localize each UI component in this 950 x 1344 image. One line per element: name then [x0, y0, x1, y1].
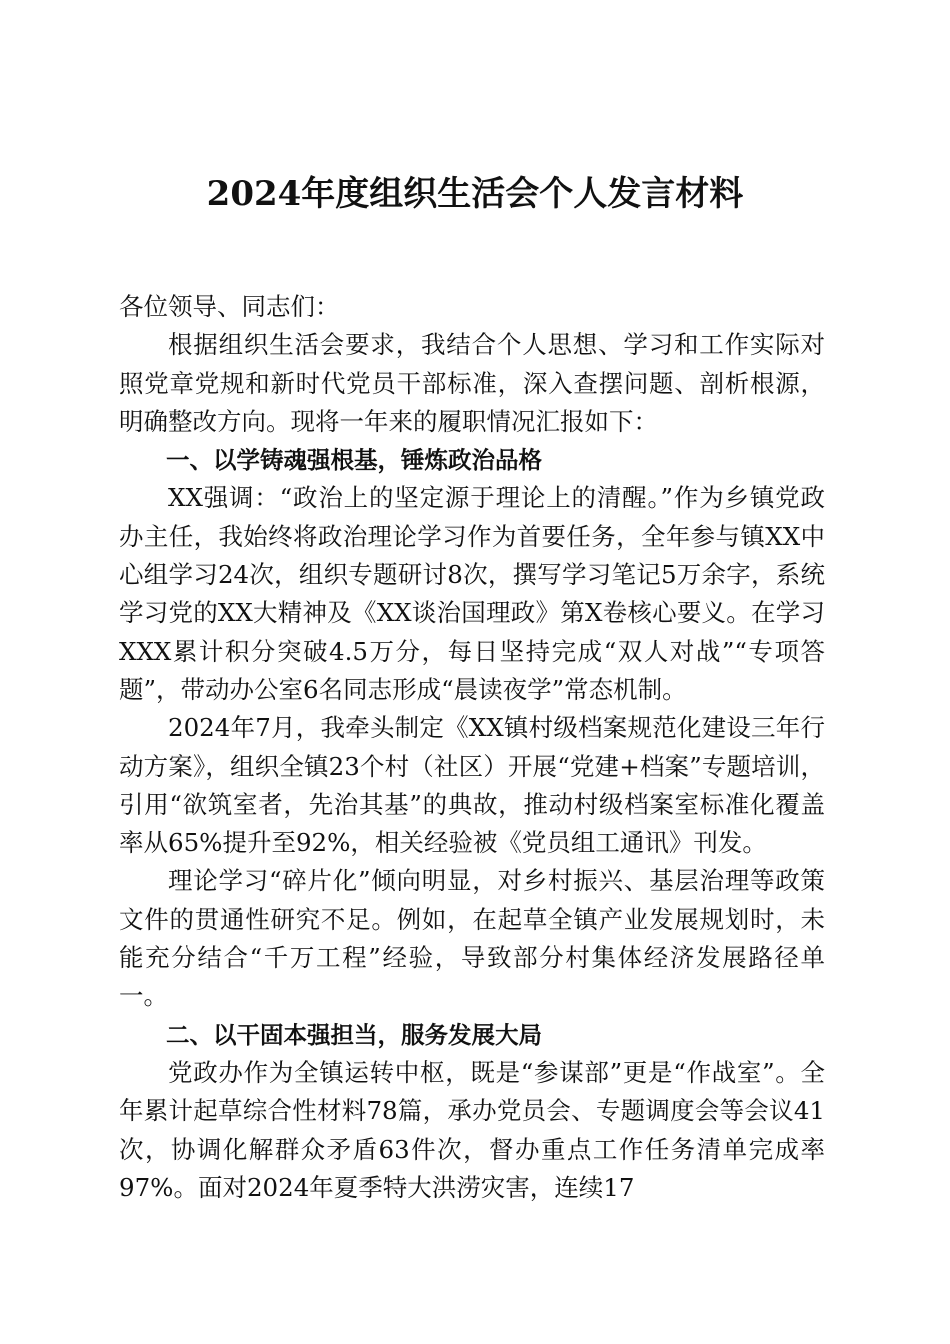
section-heading-1: 一、以学铸魂强根基，锤炼政治品格	[166, 446, 542, 475]
document-title: 2024年度组织生活会个人发言材料	[206, 174, 744, 214]
section-heading-2: 二、以干固本强担当，服务发展大局	[166, 1020, 542, 1049]
paragraph-intro: 根据组织生活会要求，我结合个人思想、学习和工作实际对照党章党规和新时代党员干部标准，深入查摆问题、剖析根源，明确整改方向。现将一年来的履职情况汇报如下：	[119, 330, 825, 436]
paragraph-4: 党政办作为全镇运转中枢，既是“参谋部”更是“作战室”。全年累计起草综合性材料78篇，承办党员会、专题调度会等会议41次，协调化解群众矛盾63件次，督办重点工作任务清单完成率97%。面对2024年夏季特大洪涝灾害，连续17	[119, 1057, 825, 1202]
paragraph-3: 理论学习“碎片化”倾向明显，对乡村振兴、基层治理等政策文件的贯通性研究不足。例如，在起草全镇产业发展规划时，未能充分结合“千万工程”经验，导致部分村集体经济发展路径单一。	[119, 866, 825, 1011]
salutation: 各位领导、同志们：	[119, 292, 340, 321]
paragraph-1: XX强调：“政治上的坚定源于理论上的清醒。”作为乡镇党政办主任，我始终将政治理论学习作为首要任务，全年参与镇XX中心组学习24次，组织专题研讨8次，撰写学习笔记5万余字，系统学习党的XX大精神及《XX谈治国理政》第X卷核心要义。在学习XXX累计积分突破4.5万分，每日坚持完成“双人对战”“专项答题”，带动办公室6名同志形成“晨读夜学”常态机制。	[119, 483, 825, 704]
document-body	[119, 288, 825, 1207]
paragraph-2: 2024年7月，我牵头制定《XX镇村级档案规范化建设三年行动方案》，组织全镇23个村（社区）开展“党建+档案”专题培训，引用“欲筑室者，先治其基”的典故，推动村级档案室标准化覆盖率从65%提升至92%，相关经验被《党员组工通讯》刊发。	[119, 713, 825, 858]
